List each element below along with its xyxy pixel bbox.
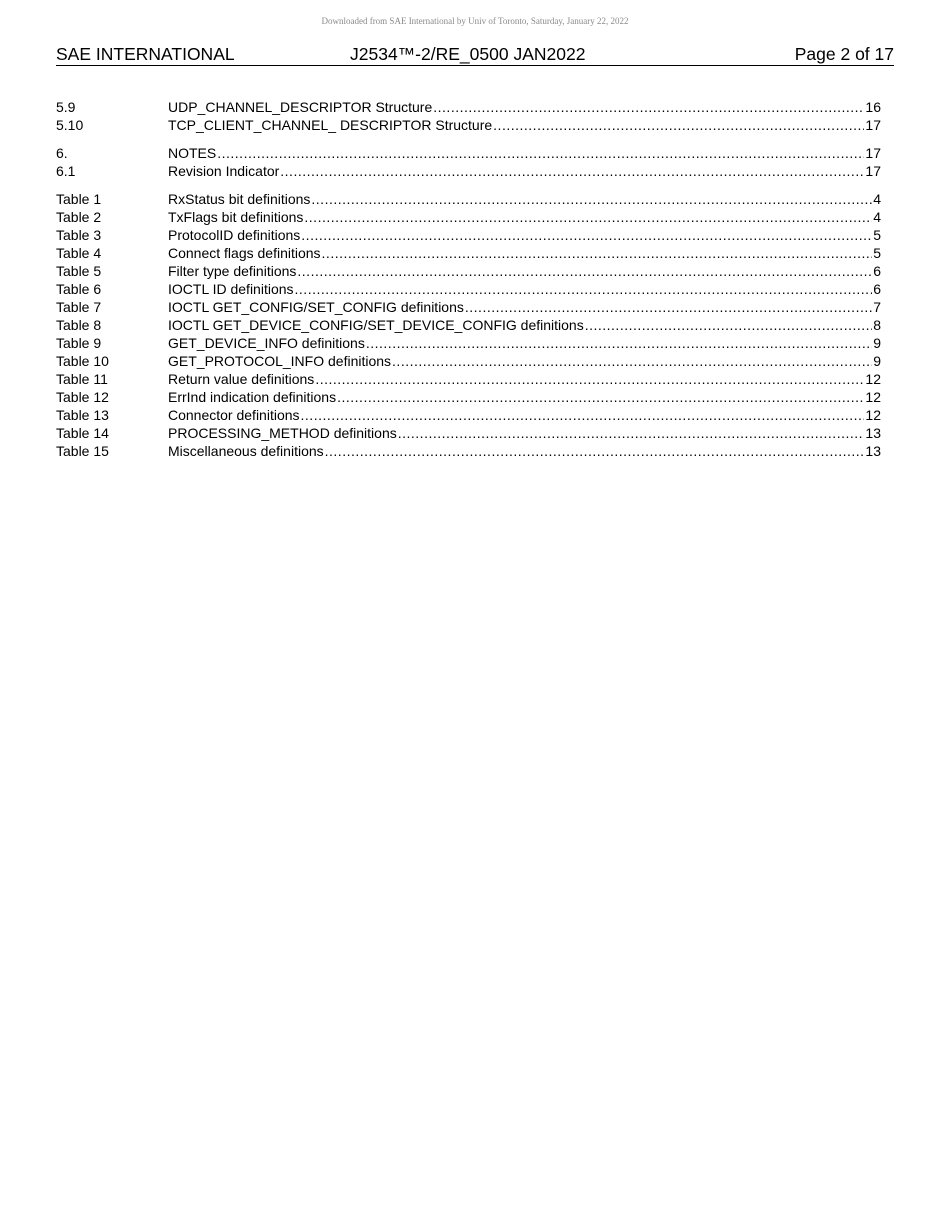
toc-entry[interactable] xyxy=(56,352,881,370)
toc-entry-number: 6. xyxy=(56,145,68,161)
toc-entry-page: 5 xyxy=(873,245,881,261)
toc-entry[interactable] xyxy=(56,190,881,208)
dot-leader xyxy=(297,262,872,280)
dot-leader xyxy=(493,116,864,134)
toc-entry-title: Connector definitions xyxy=(168,407,300,423)
toc-entry[interactable] xyxy=(56,208,881,226)
toc-entry-page: 17 xyxy=(865,163,881,179)
toc-entry-number: Table 14 xyxy=(56,425,109,441)
toc-entry[interactable] xyxy=(56,262,881,280)
toc-entry[interactable] xyxy=(56,388,881,406)
dot-leader xyxy=(366,334,872,352)
toc-entry-title: IOCTL ID definitions xyxy=(168,281,294,297)
page-number: Page 2 of 17 xyxy=(794,44,894,64)
toc-entry-page: 12 xyxy=(865,407,881,423)
dot-leader xyxy=(301,406,865,424)
toc-entry-title: TCP_CLIENT_CHANNEL_ DESCRIPTOR Structure xyxy=(168,117,493,133)
toc-entry[interactable] xyxy=(56,406,881,424)
toc-group xyxy=(56,98,881,134)
toc-entry-number: Table 8 xyxy=(56,317,102,333)
dot-leader xyxy=(301,226,872,244)
document-number: J2534™-2/RE_0500 JAN2022 xyxy=(350,44,586,64)
toc-entry-number: Table 3 xyxy=(56,227,102,243)
toc-entry-title: ProtocolID definitions xyxy=(168,227,301,243)
toc-entry[interactable] xyxy=(56,226,881,244)
toc-entry-page: 5 xyxy=(873,227,881,243)
toc-entry-title: Filter type definitions xyxy=(168,263,297,279)
toc-entry[interactable] xyxy=(56,298,881,316)
dot-leader xyxy=(465,298,872,316)
toc-entry[interactable] xyxy=(56,334,881,352)
toc-entry-number: Table 1 xyxy=(56,191,102,207)
toc-entry-page: 13 xyxy=(865,443,881,459)
dot-leader xyxy=(325,442,865,460)
dot-leader xyxy=(217,144,864,162)
dot-leader xyxy=(311,190,872,208)
toc-entry-title: Connect flags definitions xyxy=(168,245,321,261)
toc-entry-number: 5.9 xyxy=(56,99,76,115)
page-header xyxy=(56,44,894,66)
toc-entry-title: UDP_CHANNEL_DESCRIPTOR Structure xyxy=(168,99,433,115)
toc-entry-page: 6 xyxy=(873,263,881,279)
dot-leader xyxy=(322,244,873,262)
toc-entry-number: Table 13 xyxy=(56,407,109,423)
toc-entry[interactable] xyxy=(56,116,881,134)
dot-leader xyxy=(304,208,872,226)
toc-entry-number: Table 15 xyxy=(56,443,109,459)
dot-leader xyxy=(337,388,864,406)
toc-entry-page: 17 xyxy=(865,145,881,161)
toc-entry-title: TxFlags bit definitions xyxy=(168,209,304,225)
toc-entry-page: 12 xyxy=(865,371,881,387)
dot-leader xyxy=(280,162,864,180)
toc-entry-title: RxStatus bit definitions xyxy=(168,191,311,207)
toc-entry-title: IOCTL GET_CONFIG/SET_CONFIG definitions xyxy=(168,299,464,315)
toc-entry-page: 7 xyxy=(873,299,881,315)
toc-entry-page: 12 xyxy=(865,389,881,405)
toc-entry[interactable] xyxy=(56,280,881,298)
toc-entry-title: PROCESSING_METHOD definitions xyxy=(168,425,397,441)
toc-entry-number: Table 5 xyxy=(56,263,102,279)
download-watermark: Downloaded from SAE International by Univ of Toronto, Saturday, January 22, 2022 xyxy=(321,16,629,26)
toc-entry-number: Table 9 xyxy=(56,335,102,351)
toc-entry-page: 16 xyxy=(865,99,881,115)
dot-leader xyxy=(433,98,864,116)
publisher-name: SAE INTERNATIONAL xyxy=(56,44,235,64)
dot-leader xyxy=(315,370,864,388)
toc-group xyxy=(56,190,881,460)
toc-entry-number: Table 12 xyxy=(56,389,109,405)
toc-entry-page: 13 xyxy=(865,425,881,441)
dot-leader xyxy=(398,424,865,442)
dot-leader xyxy=(295,280,873,298)
toc-entry-number: 5.10 xyxy=(56,117,84,133)
toc-entry[interactable] xyxy=(56,98,881,116)
toc-entry-title: IOCTL GET_DEVICE_CONFIG/SET_DEVICE_CONFIG definitions xyxy=(168,317,584,333)
toc-entry[interactable] xyxy=(56,244,881,262)
toc-entry-title: ErrInd indication definitions xyxy=(168,389,337,405)
dot-leader xyxy=(392,352,872,370)
toc-group xyxy=(56,144,881,180)
toc-entry-number: Table 11 xyxy=(56,371,108,387)
dot-leader xyxy=(585,316,873,334)
toc-entry-page: 17 xyxy=(865,117,881,133)
toc-entry[interactable] xyxy=(56,144,881,162)
toc-entry-title: GET_DEVICE_INFO definitions xyxy=(168,335,365,351)
toc-entry-number: Table 2 xyxy=(56,209,102,225)
toc-entry-title: Miscellaneous definitions xyxy=(168,443,324,459)
toc-entry-page: 4 xyxy=(873,191,881,207)
table-of-contents xyxy=(56,98,881,470)
toc-entry-title: NOTES xyxy=(168,145,217,161)
toc-entry-title: GET_PROTOCOL_INFO definitions xyxy=(168,353,392,369)
toc-entry-number: 6.1 xyxy=(56,163,76,179)
toc-entry-number: Table 4 xyxy=(56,245,102,261)
toc-entry-number: Table 7 xyxy=(56,299,102,315)
toc-entry-page: 4 xyxy=(873,209,881,225)
toc-entry-title: Return value definitions xyxy=(168,371,315,387)
toc-entry[interactable] xyxy=(56,162,881,180)
toc-entry[interactable] xyxy=(56,424,881,442)
toc-entry-page: 9 xyxy=(873,353,881,369)
toc-entry[interactable] xyxy=(56,370,881,388)
toc-entry[interactable] xyxy=(56,442,881,460)
toc-entry-page: 8 xyxy=(873,317,881,333)
toc-entry-number: Table 6 xyxy=(56,281,102,297)
toc-entry-number: Table 10 xyxy=(56,353,109,369)
toc-entry-title: Revision Indicator xyxy=(168,163,280,179)
toc-entry-page: 6 xyxy=(873,281,881,297)
toc-entry[interactable] xyxy=(56,316,881,334)
toc-entry-page: 9 xyxy=(873,335,881,351)
